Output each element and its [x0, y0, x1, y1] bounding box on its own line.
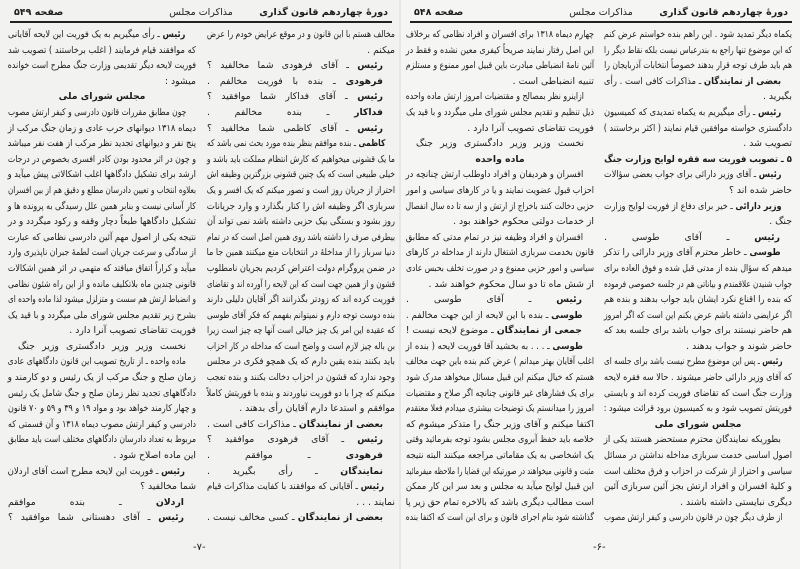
- text-line: [207, 43, 395, 59]
- text-line: [207, 183, 395, 199]
- line-text: که این موضوع تنها راجع به بندرعباس نیست بلکه نقاط دیگر را: [604, 44, 792, 56]
- text-line: [8, 136, 196, 152]
- speaker-name: رئیس: [556, 294, 582, 306]
- line-text: در ضمن پروگرام دولت اعتراض کردیم بجریان نامطلوب: [206, 262, 395, 274]
- line-text: فوریت کرده اند که زودتر بگذرانند اگر آقایان دلیلی دارند: [206, 294, 395, 306]
- line-text: مجلس شورای ملی: [654, 418, 742, 430]
- line-text: ـ رأی میگیریم به یک فوریت این لایحه آقایانی: [8, 29, 163, 40]
- text-line: [207, 292, 395, 308]
- speaker-name: اردلان: [155, 496, 184, 508]
- line-text: اکتفا میکنم و آقای وزیر جنگ را متذکر میشوم که: [406, 418, 594, 430]
- line-text: بطوریکه نمایندگان محترم مستحضر هستند یکی از: [603, 434, 781, 446]
- text-line: [406, 261, 594, 277]
- text-line: [604, 43, 792, 59]
- section-heading: [8, 89, 196, 105]
- text-line: [604, 370, 792, 386]
- line-text: یکماه دیگر تمدید شود . این راهم بنده خواستم عرض کنم: [603, 29, 792, 40]
- text-line: [604, 277, 792, 293]
- text-line: [406, 230, 594, 246]
- text-line: [207, 432, 395, 448]
- line-text: باید بکنند بنده یقین دارم که یک همچو فکری در مجلس: [207, 356, 395, 368]
- line-text: اصول اساسی خدمت سربازی مداخله نداشتن در مسائل: [604, 450, 792, 462]
- text-line: [604, 230, 792, 246]
- line-text: میدهم که سؤال بنده از مدتی قبل شده و فوق العاده برای: [603, 262, 792, 274]
- text-line: [207, 308, 395, 324]
- line-text: دادگاههای تجدید نظر زمان صلح و جنگ شامل یک رئیس: [7, 387, 196, 399]
- page-number: صفحه ۵۴۸: [414, 7, 464, 18]
- text-line: [8, 230, 196, 246]
- section-heading: [604, 152, 792, 168]
- line-text: سیاسی و امور حزبی ممنوع و در صورت تخلف بحبس عادی: [406, 262, 594, 274]
- line-text: از سادگی و سرعت جریان است لطمهٔ جبران ناپذیری وارد: [8, 247, 196, 259]
- line-text: یک اشخاصی به یک مقاماتی مراجعه میکنند البته نتیجه: [405, 450, 594, 462]
- text-line: [604, 89, 792, 105]
- line-text: ـ آقای کاظمی شما مخالفید ؟: [207, 122, 358, 134]
- text-line: [406, 464, 594, 480]
- text-line: [8, 323, 196, 339]
- line-text: مثبت و قانونی میخواهند در صورتیکه این قضایا را ملاحظه میفرمائید: [406, 465, 594, 477]
- text-line: [8, 121, 196, 137]
- line-text: احتراز از جریان روز است و تصور میکنم که یک افسر و یک: [206, 184, 395, 196]
- text-line: [207, 245, 395, 261]
- line-text: ـ آقای طوسی .: [604, 231, 755, 243]
- line-text: حزبی دخالت کنند باخراج از ارتش و از سه تا ده سال انفصال: [405, 200, 594, 212]
- text-line: [604, 105, 792, 121]
- text-line: [8, 292, 196, 308]
- speaker-name: بعضی از نمایندگان: [703, 75, 782, 87]
- line-text: چون مطابق مقررات قانون دادرسی و کیفر ارتش مصوب: [8, 106, 187, 118]
- signatories-line: [406, 136, 594, 152]
- text-line: [8, 183, 196, 199]
- line-text: هم حاضر نیستند برای جواب باشد برای جلسه بعد که: [603, 325, 792, 337]
- text-line: [604, 448, 792, 464]
- line-text: مربوط به تعداد دادرسان دادگاههای مختلف است باید مطابق: [8, 434, 196, 446]
- text-column-left: [406, 27, 594, 526]
- text-line: [8, 401, 196, 417]
- text-line: [207, 323, 395, 339]
- speaker-name: رئیس: [758, 169, 782, 181]
- text-line: [8, 479, 196, 495]
- line-text: تصویب شد .: [743, 138, 792, 150]
- line-text: چهارم دیماه ۱۳۱۸ برای افسران و افراد نظامی که برخلاف: [405, 29, 594, 40]
- line-text: خلاصه باید حفظ آبروی مجلس بشود توجه بفرمائید وقتی: [406, 434, 594, 446]
- text-line: [207, 121, 395, 137]
- line-text: نمایند . . .: [356, 496, 395, 508]
- section-heading: [604, 417, 792, 433]
- line-text: ۵ ـ تصویب فوریت سه فقره لوایح وزارت جنگ: [604, 153, 792, 165]
- line-text: ـ آقایانی که موافقند با کفایت مذاکرات قیام: [207, 481, 361, 493]
- line-text: فوریتش تصویب شود و به کمیسیون برود قرائت میشود :: [603, 403, 792, 415]
- line-text: اگر عرایضی داشته باشم عرض بکنم این است که اگر امروز: [604, 309, 792, 321]
- speaker-name: کاظمی: [358, 138, 386, 150]
- text-line: [604, 479, 792, 495]
- text-line: [604, 339, 792, 355]
- text-line: [406, 27, 594, 43]
- line-text: از طرف دیگر چون در قانون دادرسی و کیفر ارتش مصوب: [604, 512, 783, 524]
- text-line: [604, 261, 792, 277]
- line-text: روز بشود و بستگی بیک حزبی داشته باشد نمی تواند آن: [207, 216, 395, 228]
- speaker-name: فرهودی: [345, 450, 383, 462]
- line-text: که بنده را اقناع نکرد ایشان باید جواب بدهند و بنده هم: [603, 294, 792, 306]
- speaker-name: رئیس: [762, 356, 783, 368]
- line-text: از شش ماه تا دو سال محکوم خواهند شد .: [428, 278, 594, 290]
- text-line: [207, 214, 395, 230]
- text-line: [8, 510, 196, 526]
- line-text: ـ آقای وزیر دارائی برای جواب بعضی سؤالات: [604, 169, 759, 181]
- line-text: نخست وزیر وزیر دادگستری وزیر جنگ: [18, 340, 186, 352]
- line-text: وجود ندارد که قشون در احزاب دخالت بکنند و بنده تعجب: [206, 372, 395, 384]
- text-line: [406, 245, 594, 261]
- speaker-name: نمایندگان: [340, 465, 383, 477]
- line-text: برای یک فشارهای غیر قانونی چنانچه اگر صلاح و مقتضیات: [406, 387, 594, 399]
- speaker-name: بعضی از نمایندگان: [297, 512, 383, 524]
- line-text: بیطرفی صرف را داشته باشد روی همین اصل است که در تمام: [206, 231, 395, 243]
- line-text: زمان صلح و جنگ مرکب از یک رئیس و دو کارمند و: [7, 372, 196, 384]
- text-line: [8, 417, 196, 433]
- text-line: [406, 167, 594, 183]
- line-text: موافقم و استدعا دارم آقایان رأی بدهند .: [239, 403, 395, 415]
- line-text: ـ بنده با این لایحه از این جهت مخالفم .: [405, 309, 552, 321]
- line-text: ـ آقای فرهودی شما مخالفید ؟: [207, 60, 358, 72]
- text-line: [8, 448, 196, 464]
- line-text: سیاسی و احتراز از شرکت در احزاب و فرق مختلف است: [604, 465, 792, 477]
- speaker-name: رئیس: [158, 512, 184, 524]
- line-text: ـ آقای فرهودی موافقید ؟: [207, 434, 358, 446]
- text-line: [406, 479, 594, 495]
- line-text: بن باله چیز لازم است و واضح است که مداخله در کار احزاب: [207, 340, 395, 352]
- text-line: [207, 136, 395, 152]
- line-text: قانون بخدمت سربازی اشتغال دارند از مداخله در کارهای: [405, 247, 594, 259]
- line-text: بگیرید .: [762, 91, 792, 103]
- text-line: [8, 432, 196, 448]
- text-line: [8, 495, 196, 511]
- text-line: [8, 58, 196, 74]
- text-line: [406, 43, 594, 59]
- line-text: بنده دوست توجه دارم و نمیتوانم بفهمم که فکر آقای طوسی: [207, 309, 395, 321]
- line-text: که آقای وزیر دارائی حاضر میشوند . حالا سه فقره لایحه: [604, 372, 792, 384]
- text-line: [406, 308, 594, 324]
- text-line: [406, 354, 594, 370]
- speaker-name: طوسی: [552, 340, 583, 352]
- line-text: دنیا سرباز را از مداخلهٔ در انتخابات منع میکنند همین جا ما: [206, 247, 395, 259]
- text-line: [207, 448, 395, 464]
- text-column-right: [207, 27, 395, 526]
- line-text: ـ مذاکرات کافی است .: [207, 418, 299, 430]
- line-text: ـ رأی میگیریم به یکماه تمدیدی که کمیسیون: [604, 106, 759, 118]
- line-text: ـ کسی مخالف نیست .: [207, 512, 298, 524]
- text-line: [406, 386, 594, 402]
- text-line: [207, 370, 395, 386]
- text-line: [604, 292, 792, 308]
- line-text: این قبیل لوایح میآید به مجلس و بعد سر این کار ممکن: [405, 481, 594, 493]
- text-line: [8, 308, 196, 324]
- text-line: [207, 354, 395, 370]
- line-text: جواب شنیدن علاقمندم و بیاناتی هم در جلسه خصوصی فرموده: [604, 278, 792, 290]
- volume-title: دورهٔ چهاردهم قانون گذاری: [259, 7, 388, 18]
- page-548: [400, 0, 800, 569]
- text-line: [8, 277, 196, 293]
- text-line: [604, 386, 792, 402]
- speaker-name: طوسی: [551, 309, 583, 321]
- line-text: ـ خیر برای دفاع از فوریت لوایح وزارت: [604, 200, 736, 212]
- page-footer-number: -۷-: [193, 542, 206, 553]
- text-line: [604, 354, 792, 370]
- page-gutter: [399, 0, 401, 569]
- text-line: [406, 432, 594, 448]
- text-line: [604, 74, 792, 90]
- line-text: ـ موضوع لایحه نیست !: [405, 325, 497, 337]
- text-line: [207, 339, 395, 355]
- text-line: [604, 245, 792, 261]
- line-text: دادرسی و کیفر ارتش مصوب دیماه ۱۳۱۸ و آن قسمتی که: [8, 418, 196, 430]
- line-text: و چون در اثر محدود بودن کادر افسری بخصوص در درجات: [7, 153, 196, 165]
- text-line: [406, 277, 594, 293]
- speaker-name: طوسی: [749, 247, 781, 259]
- line-text: ـ بنده با فوریت مخالفم .: [207, 75, 346, 87]
- text-line: [207, 105, 395, 121]
- line-text: پنج نفر و دیوانهای تجدید نظر مرکب از هفت نفر میباشد: [7, 138, 196, 150]
- text-line: [207, 152, 395, 168]
- line-text: و انضباط ارتش هم سست و متزلزل میشود لذا ماده واحده ای: [8, 294, 196, 306]
- line-text: جنگ .: [769, 216, 792, 228]
- line-text: ـ فوریت این لایحه مطرح است آقای اردلان: [7, 465, 162, 477]
- line-text: ما یک قشونی میخواهیم که کارش انتظام مملکت باید باشد و: [206, 153, 395, 165]
- line-text: ـ مذاکرات کافی است . رأی: [603, 75, 704, 87]
- line-text: ازاینرو نظر بمصالح و مقتضیات امروز ارتش ماده واحده: [405, 91, 584, 103]
- line-text: بشرح زیر تقدیم مجلس شورای ملی میگردد و با قید یک: [8, 309, 196, 321]
- text-line: [406, 417, 594, 433]
- line-text: حاضر شده اند ؟: [729, 184, 792, 196]
- line-text: آئین نامهٔ انضباطی مبادرت باین قبیل امور ممنوع و مستلزم: [405, 60, 594, 72]
- line-text: این ماده اصلاح شود .: [113, 450, 196, 462]
- text-line: [604, 464, 792, 480]
- line-text: ذیل تنظیم و تقدیم مجلس شورای ملی میگردد و با قید یک: [406, 106, 594, 118]
- speaker-name: وزیر دارائی: [735, 200, 782, 212]
- text-line: [8, 261, 196, 277]
- line-text: افسران و افراد وظیفه نیز در تمام مدتی که مطابق: [405, 231, 584, 243]
- speaker-name: فرهودی: [345, 75, 383, 87]
- text-line: [207, 58, 395, 74]
- text-line: [406, 448, 594, 464]
- line-text: این اصل رفتار نمایند صریحاً کیفری معین نشده و فقط در: [405, 44, 594, 56]
- speaker-name: رئیس: [360, 481, 385, 493]
- text-line: [406, 183, 594, 199]
- speaker-name: رئیس: [161, 465, 185, 477]
- text-line: [604, 323, 792, 339]
- text-line: [207, 277, 395, 293]
- line-text: حاضر شوند و جواب بدهند .: [686, 340, 792, 352]
- line-text: ـ رأی بگیرید .: [207, 465, 341, 477]
- line-text: ـ خاطر محترم آقای وزیر دارائی را تذکر: [603, 247, 750, 259]
- line-text: که عقیده این امر یک چیز خیالی است آنها چه چیز است زیرا: [207, 325, 395, 337]
- line-text: ـ آقای طوسی .: [406, 294, 557, 306]
- text-line: [8, 214, 196, 230]
- text-column-left: [8, 27, 196, 526]
- page-header: [410, 5, 792, 23]
- text-line: [8, 74, 196, 90]
- line-text: ـ پس این موضوع مطرح نیست باشد برای جلسه ای: [604, 356, 763, 368]
- line-text: امروز را میدانستم یک توضیحات بیشتری میدادم فعلا معتقدم: [405, 403, 594, 415]
- text-line: [406, 510, 594, 526]
- line-text: بعلاوه انتخاب و تعیین دادرسان مطلع و دقیق هم از بین افسران: [8, 184, 196, 196]
- line-text: سربازی اگر وظیفه اش را کنار بگذارد و وارد جریانات: [206, 200, 395, 212]
- line-text: نخست وزیر وزیر دادگستری وزیر جنگ: [416, 138, 584, 150]
- line-text: ـ بنده موافقم: [8, 496, 156, 508]
- line-text: وزارت جنگ است که تقاضای فوریت کرده اند و بایستی: [604, 387, 792, 399]
- line-text: ـ بنده مخالفم .: [207, 106, 355, 118]
- speaker-name: رئیس: [162, 29, 186, 40]
- line-text: ـ بنده موافقم بنظر بنده مورد بحث نمی باشد که: [206, 138, 359, 150]
- text-line: [8, 152, 196, 168]
- text-line: [8, 105, 196, 121]
- text-line: [207, 510, 395, 526]
- line-text: میشود :: [164, 75, 196, 87]
- speaker-name: فداکار: [354, 106, 383, 118]
- text-line: [406, 199, 594, 215]
- text-line: [604, 214, 792, 230]
- text-line: [8, 464, 196, 480]
- line-text: مجلس شورای ملی: [58, 91, 146, 103]
- line-text: افسران و هردیفان و افراد داوطلب ارتش چنانچه در: [405, 169, 584, 181]
- line-text: تشکیل دادگاهها طبعاً دچار وقفه و رکود میگردد و در: [8, 216, 196, 228]
- line-text: تنبیه انضباطی است .: [512, 75, 594, 87]
- line-text: اغلب آقایان بهتر میدانم ) عرض کنم بنده باین جهت مخالف: [406, 356, 594, 368]
- text-line: [207, 479, 395, 495]
- page-footer-number: -۶-: [593, 542, 606, 553]
- text-line: [604, 58, 792, 74]
- line-text: دیماه ۱۳۱۸ دیوانهای حرب عادی و زمان جنگ مرکب از: [7, 122, 196, 134]
- text-column-right: [604, 27, 792, 526]
- line-text: ارشد برای تشکیل دادگاهها اغلب اشکالاتی پیش میآید و: [7, 169, 197, 181]
- line-text: احزاب قبول عضویت نمایند و یا در کارهای سیاسی و امور: [406, 184, 594, 196]
- line-text: ـ . . . به بخشید آقا فوریت لایحه ( بنده از: [405, 340, 553, 352]
- line-text: خیلی طبیعی است که یک چنین قشونی بزرگترین وظیفه اش: [207, 169, 395, 181]
- text-line: [207, 27, 395, 43]
- text-line: [604, 27, 792, 43]
- text-line: [207, 464, 395, 480]
- line-text: از خدمات دولتی محکوم خواهند بود .: [453, 216, 594, 228]
- text-line: [207, 261, 395, 277]
- line-text: ماده واحده: [475, 153, 525, 165]
- text-line: [406, 323, 594, 339]
- line-text: قشون و از همین جهت است که این لایحه را آورده اند و تقاضای: [206, 278, 395, 290]
- page-header: [10, 5, 392, 23]
- line-text: کار آسانی نیست و بنابر همین علل رسیدگی به پرونده ها و: [7, 200, 197, 212]
- speaker-name: جمعی از نمایندگان: [496, 325, 582, 337]
- line-text: شما مخالفید ؟: [140, 481, 196, 493]
- text-line: [604, 183, 792, 199]
- line-text: میکنم .: [367, 44, 395, 56]
- speaker-name: رئیس: [758, 106, 782, 118]
- line-text: ماده واحده ـ از تاریخ تصویب این قانون دادگاههای عادی: [7, 356, 186, 368]
- text-line: [8, 245, 196, 261]
- text-line: [207, 386, 395, 402]
- speaker-name: رئیس: [357, 60, 383, 72]
- text-line: [406, 89, 594, 105]
- text-line: [604, 401, 792, 417]
- speaker-name: بعضی از نمایندگان: [298, 418, 384, 430]
- line-text: فوریت تقاضای تصویب آنرا دارد .: [69, 325, 196, 337]
- text-line: [406, 401, 594, 417]
- text-line: [207, 89, 395, 105]
- text-line: [604, 510, 792, 526]
- running-title: مذاکرات مجلس: [169, 7, 233, 18]
- line-text: که موافقند قیام فرمایند ( اغلب برخاستند ) تصویب شد: [7, 44, 196, 56]
- line-text: میآید و کراراً اتفاق میافتد که متهمی در اثر همین اشکالات: [7, 262, 196, 274]
- running-title: مذاکرات مجلس: [569, 7, 633, 18]
- line-text: نتیجه یکی از اصول مهم آئین دادرسی نظامی که عبارت: [7, 231, 196, 243]
- text-line: [604, 495, 792, 511]
- line-text: قانونی چندین ماه بلاتکلیف مانده و از این راه شئون نظامی: [8, 278, 196, 290]
- line-text: دیگری نبایستی داشته باشند .: [680, 496, 792, 508]
- text-line: [604, 167, 792, 183]
- text-line: [406, 370, 594, 386]
- text-line: [8, 199, 196, 215]
- text-line: [207, 401, 395, 417]
- line-text: دادگستری خواسته موافقین قیام نمایند ( اکثر برخاستند ): [603, 122, 792, 134]
- line-text: ـ موافقم .: [207, 450, 346, 462]
- line-text: میکنم که چرا با دو فوریت نیاوردند و بنده با فوریتش کاملاً: [206, 387, 395, 399]
- text-line: [604, 136, 792, 152]
- text-line: [406, 74, 594, 90]
- line-text: فوریت تقاضای تصویب آنرا دارد .: [467, 122, 594, 134]
- text-line: [406, 214, 594, 230]
- speaker-name: رئیس: [357, 91, 383, 103]
- line-text: هم باید طرف توجه قرار بدهند خصوصاً انتخابات آذربایجان را: [604, 60, 792, 72]
- speaker-name: رئیس: [754, 231, 780, 243]
- text-line: [8, 370, 196, 386]
- text-line: [406, 292, 594, 308]
- text-line: [8, 43, 196, 59]
- line-text: مخالف هستم با این قانون و در موقع عرایض خودم را عرض: [206, 29, 395, 40]
- text-line: [8, 354, 196, 370]
- line-text: هستم که خیال میکنم این قبیل مسائل میخواهد مدرک شود: [406, 372, 594, 384]
- text-line: [8, 167, 196, 183]
- text-line: [406, 495, 594, 511]
- signatories-line: [8, 339, 196, 355]
- text-line: [604, 308, 792, 324]
- speaker-name: رئیس: [357, 122, 383, 134]
- text-line: [604, 432, 792, 448]
- line-text: و کلیهٔ افسران و افراد ارتش بجز آئین سربازی آئین: [603, 481, 792, 493]
- text-line: [207, 199, 395, 215]
- text-line: [8, 386, 196, 402]
- volume-title: دورهٔ چهاردهم قانون گذاری: [659, 7, 788, 18]
- text-line: [207, 74, 395, 90]
- text-line: [406, 121, 594, 137]
- line-text: ـ آقای فداکار شما موافقید ؟: [207, 91, 358, 103]
- text-line: [207, 167, 395, 183]
- line-text: ـ آقای دهستانی شما موافقید ؟: [8, 512, 159, 524]
- text-line: [207, 230, 395, 246]
- speaker-name: رئیس: [357, 434, 383, 446]
- text-line: [406, 105, 594, 121]
- line-text: و چهار کارمند خواهد بود و مواد ۱۹ و ۳۹ و ۵۹ و ۷۰ قانون: [7, 403, 196, 415]
- line-text: گذاشته شود بنام اجرای قانون و برای این است که اکتفا بنده: [405, 512, 594, 524]
- text-line: [207, 417, 395, 433]
- text-line: [604, 199, 792, 215]
- text-line: [406, 339, 594, 355]
- page-number: صفحه ۵۴۹: [14, 7, 64, 18]
- section-heading: [406, 152, 594, 168]
- text-line: [604, 121, 792, 137]
- text-line: [207, 495, 395, 511]
- text-line: [406, 58, 594, 74]
- line-text: فوریت لایحه دیگر تقدیمی وزارت جنگ مطرح است خوانده: [7, 60, 196, 72]
- line-text: است مطالب دیگری باشد که بالاخره تمام حق زیر پا: [405, 496, 594, 508]
- text-line: [8, 27, 196, 43]
